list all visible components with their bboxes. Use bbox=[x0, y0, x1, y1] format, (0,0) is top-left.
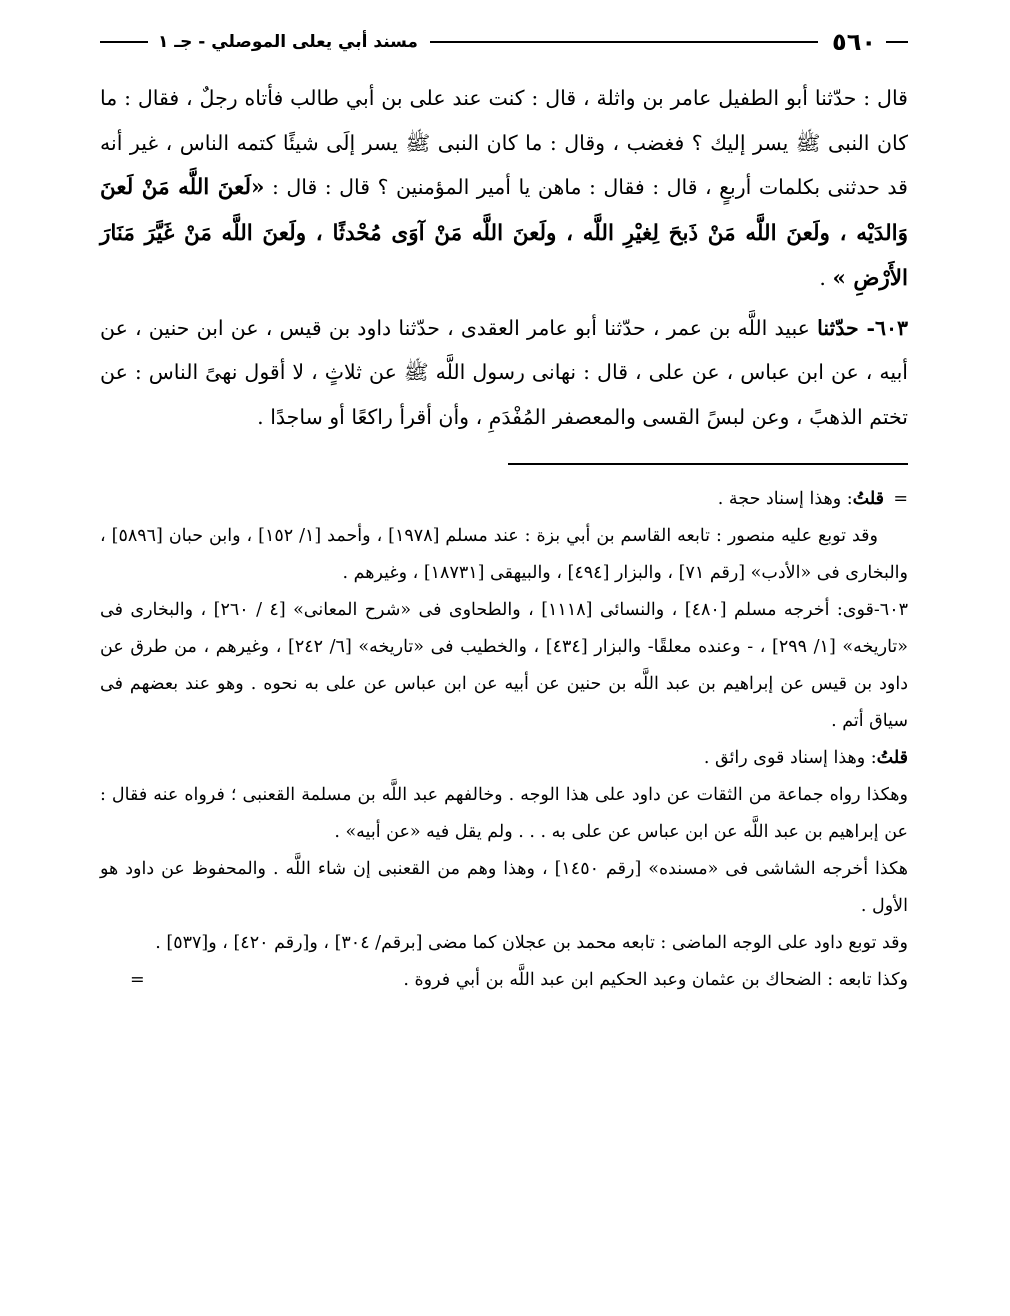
book-page bbox=[100, 22, 908, 999]
footnote-4 bbox=[100, 740, 908, 777]
hadith-603 bbox=[100, 306, 908, 440]
hadith-602-intro: قال : حدّثنا أبو الطفيل عامر بن واثلة ، قال : كنت عند على بن أبي طالب فأتاه رجلٌ ، فقال : ما كان النبى ﷺ يسر إليك ؟ فغضب ، وقال : ما كان النبى ﷺ يسر إلَى شيئًا كتمه الناس ، غير أنه قد حدثنى بكلمات أربعٍ ، قال : فقال : ماهن يا أمير المؤمنين ؟ قال : قال : bbox=[100, 86, 908, 199]
footnote-1-lead: قلتُ bbox=[852, 489, 884, 509]
footnote-1 bbox=[100, 481, 908, 518]
running-head-rule bbox=[430, 41, 818, 43]
hadith-602-continuation bbox=[100, 76, 908, 302]
footnote-8-text: وكذا تابعه : الضحاك بن عثمان وعبد الحكيم ابن عبد اللَّه بن أبي فروة . bbox=[403, 970, 908, 990]
footnotes bbox=[100, 481, 908, 999]
footnote-4-lead: قلتُ bbox=[876, 748, 908, 768]
main-text bbox=[100, 76, 908, 439]
continuation-mark-end: = bbox=[130, 970, 145, 990]
page-number: ٥٦٠ bbox=[832, 28, 876, 56]
footnote-2: وقد توبع عليه منصور : تابعه القاسم بن أبي بزة : عند مسلم [١٩٧٨] ، وأحمد [١/ ١٥٢] ، وابن حبان [٥٨٩٦] ، والبخارى فى «الأدب» [رقم ٧١] ، والبزار [٤٩٤] ، والبيهقى [١٨٧٣١] ، وغيرهم . bbox=[100, 526, 908, 583]
running-head-end-dash bbox=[100, 41, 148, 43]
footnote-5: وهكذا رواه جماعة من الثقات عن داود على هذا الوجه . وخالفهم عبد اللَّه بن مسلمة القعنبى ؛ فرواه عنه فقال : عن إبراهيم بن عبد اللَّه عن ابن عباس عن على به . . . ولم يقل فيه «عن أبيه» . bbox=[100, 785, 908, 842]
running-head bbox=[100, 22, 908, 62]
footnote-4-text: : وهذا إسناد قوى رائق . bbox=[703, 748, 877, 768]
footnote-separator bbox=[508, 463, 908, 465]
hadith-603-lead: حدّثنا bbox=[817, 315, 867, 340]
footnote-1-text: : وهذا إسناد حجة . bbox=[717, 489, 853, 509]
footnote-3: ٦٠٣-قوى: أخرجه مسلم [٤٨٠] ، والنسائى [١١١٨] ، والطحاوى فى «شرح المعانى» [٤ / ٢٦٠] ، والبخارى فى «تاريخه» [١/ ٢٩٩] ، - وعنده معلقًا- والبزار [٤٣٤] ، والخطيب فى «تاريخه» [٦/ ٢٤٢] ، وغيرهم ، من طرق عن داود بن قيس عن إبراهيم بن عبد اللَّه بن حنين عن أبيه عن ابن عباس عن على به نحوه . وهو عند بعضهم فى سياق أتم . bbox=[100, 600, 908, 731]
footnote-7: وقد توبع داود على الوجه الماضى : تابعه محمد بن عجلان كما مضى [برقم/ ٣٠٤] ، و[رقم ٤٢٠] ، و[٥٣٧] . bbox=[155, 933, 908, 953]
footnote-6: هكذا أخرجه الشاشى فى «مسنده» [رقم ١٤٥٠] ، وهذا وهم من القعنبى إن شاء اللَّه . والمحفوظ عن داود هو الأول . bbox=[100, 859, 908, 916]
hadith-603-text: عبيد اللَّه بن عمر ، حدّثنا أبو عامر العقدى ، حدّثنا داود بن قيس ، عن ابن حنين ، عن أبيه ، عن ابن عباس ، عن على ، قال : نهانى رسول اللَّه ﷺ عن ثلاثٍ ، لا أقول نهىً الناس : عن تختم الذهبً ، وعن لبسً القسى والمعصفر المُفْدَمِ ، وأن أقرأ راكعًا أو ساجدًا . bbox=[100, 315, 908, 429]
footnote-8 bbox=[100, 962, 908, 999]
running-head-title: مسند أبي يعلى الموصلي - جـ ١ bbox=[158, 32, 418, 52]
hadith-602-quote: «لَعنَ اللَّه مَنْ لَعنَ وَالدَيْه ، ولَعنَ اللَّه مَنْ ذَبحَ لِغيْرِ اللَّه ، ولَعنَ اللَّه مَنْ آوَى مُحْدثًا ، ولَعنَ اللَّه مَنْ غَيَّرَ مَنَارَ الأَرْضِ » bbox=[100, 175, 908, 291]
hadith-603-number: ٦٠٣- bbox=[866, 315, 908, 340]
continuation-mark: = bbox=[893, 489, 908, 509]
running-head-dash bbox=[886, 41, 908, 43]
hadith-602-end: . bbox=[819, 266, 833, 290]
